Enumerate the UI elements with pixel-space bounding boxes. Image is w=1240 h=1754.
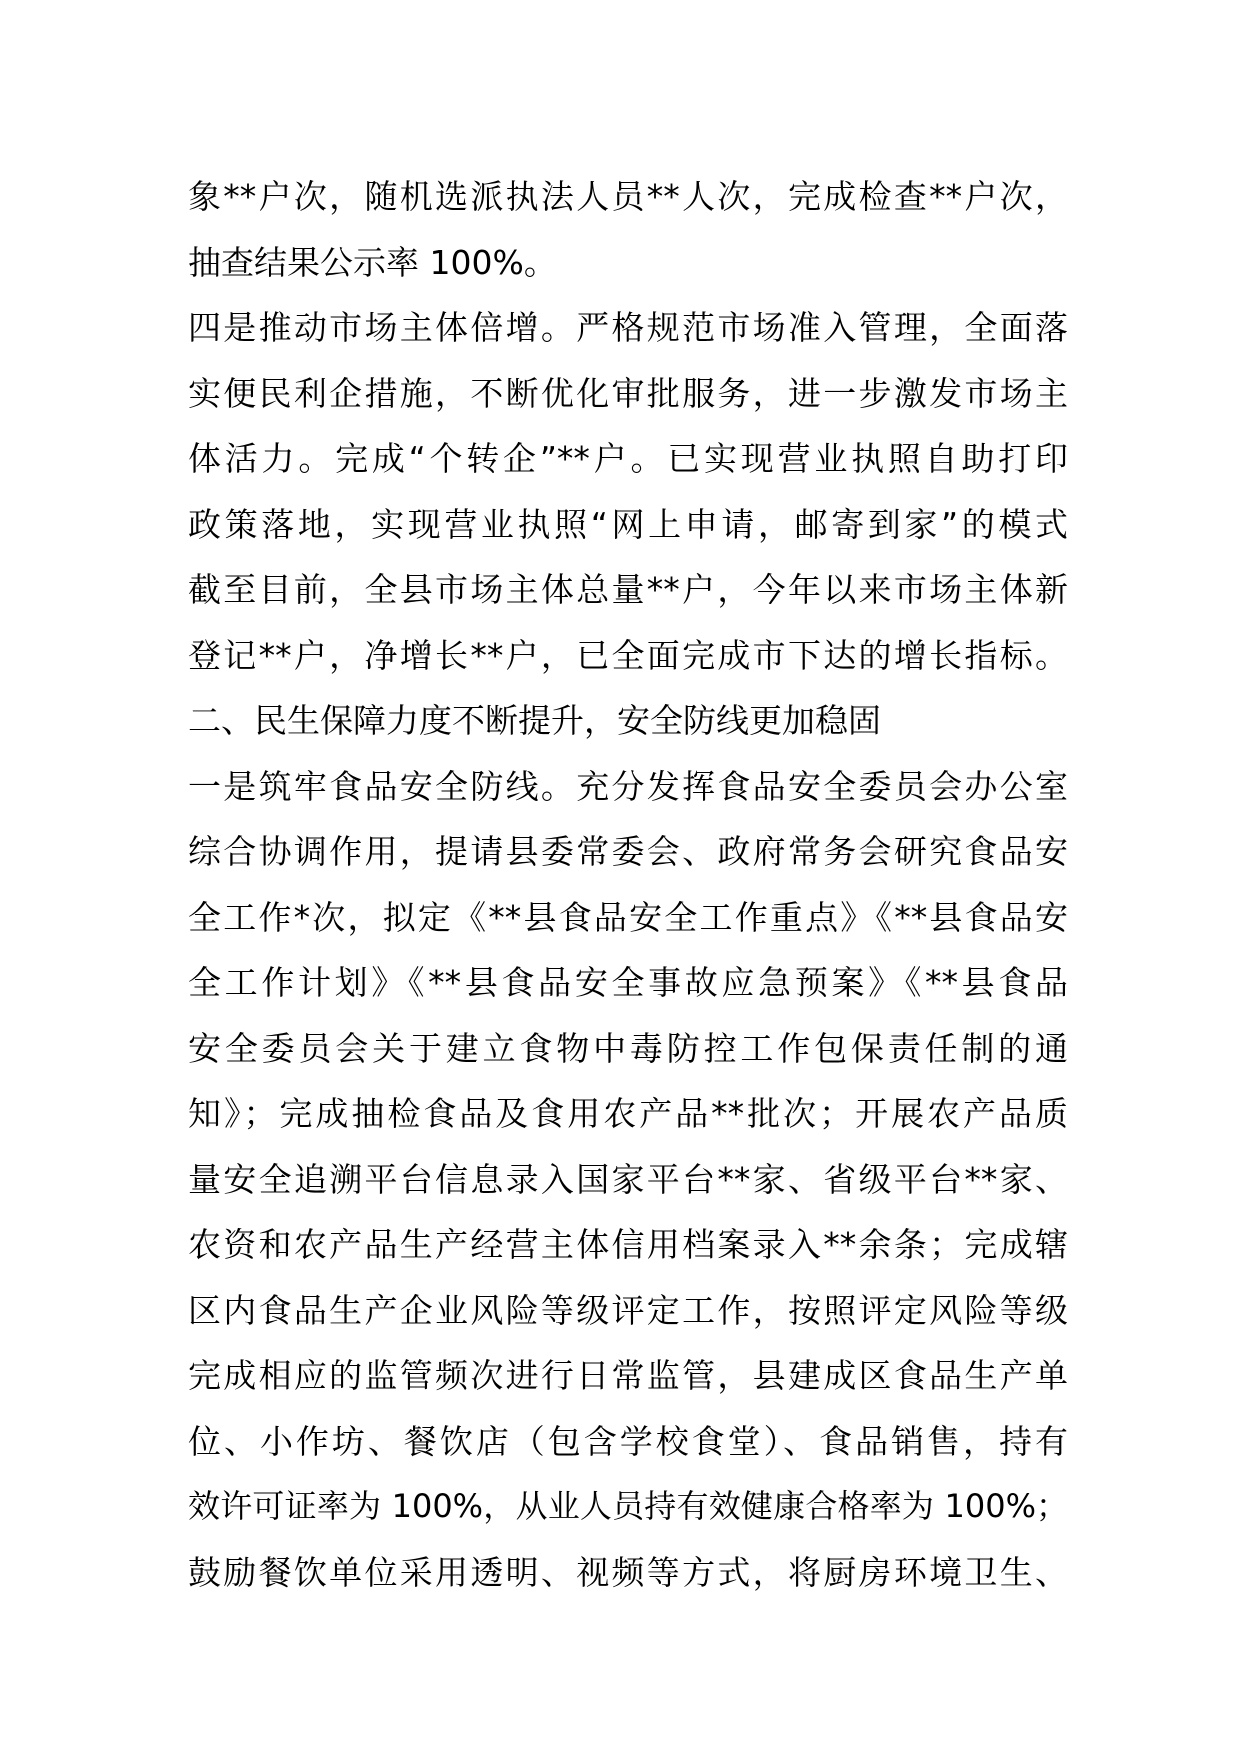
text-line: 区内食品生产企业风险等级评定工作，按照评定风险等级 (188, 1290, 1068, 1330)
text-line: 位、小作坊、餐饮店（包含学校食堂）、食品销售，持有 (188, 1421, 1068, 1461)
text-line: 综合协调作用，提请县委常委会、政府常务会研究食品安 (188, 832, 1068, 871)
text-line: 鼓励餐饮单位采用透明、视频等方式，将厨房环境卫生、 (188, 1552, 1068, 1592)
text-line: 安全委员会关于建立食物中毒防控工作包保责任制的通 (188, 1028, 1068, 1068)
text-line: 知》；完成抽检食品及食用农产品**批次；开展农产品质 (188, 1094, 1068, 1133)
text-line: 抽查结果公示率 100%。 (188, 242, 557, 282)
text-line: 全工作*次，拟定《**县食品安全工作重点》《**县食品安 (188, 897, 1068, 937)
text-line: 量安全追溯平台信息录入国家平台**家、省级平台**家、 (188, 1159, 1069, 1199)
text-line: 截至目前，全县市场主体总量**户，今年以来市场主体新 (188, 570, 1068, 609)
body-text (188, 164, 1068, 1605)
text-line: 效许可证率为 100%，从业人员持有效健康合格率为 100%； (188, 1487, 1068, 1525)
section-heading: 二、民生保障力度不断提升，安全防线更加稳固 (188, 701, 881, 740)
text-line: 实便民利企措施，不断优化审批服务，进一步激发市场主 (188, 373, 1068, 413)
text-line: 四是推动市场主体倍增。严格规范市场准入管理，全面落 (188, 308, 1068, 347)
text-line: 农资和农产品生产经营主体信用档案录入**余条；完成辖 (188, 1225, 1068, 1264)
text-line: 登记**户，净增长**户，已全面完成市下达的增长指标。 (188, 635, 1068, 675)
text-line: 一是筑牢食品安全防线。充分发挥食品安全委员会办公室 (188, 766, 1068, 806)
text-line: 完成相应的监管频次进行日常监管，县建成区食品生产单 (188, 1356, 1068, 1395)
text-line: 全工作计划》《**县食品安全事故应急预案》《**县食品 (188, 963, 1068, 1002)
text-line: 象**户次，随机选派执法人员**人次，完成检查**户次， (188, 177, 1068, 216)
text-line: 体活力。完成“个转企”**户。已实现营业执照自助打印 (188, 439, 1068, 478)
text-line: 政策落地，实现营业执照“网上申请，邮寄到家”的模式 (188, 504, 1068, 544)
